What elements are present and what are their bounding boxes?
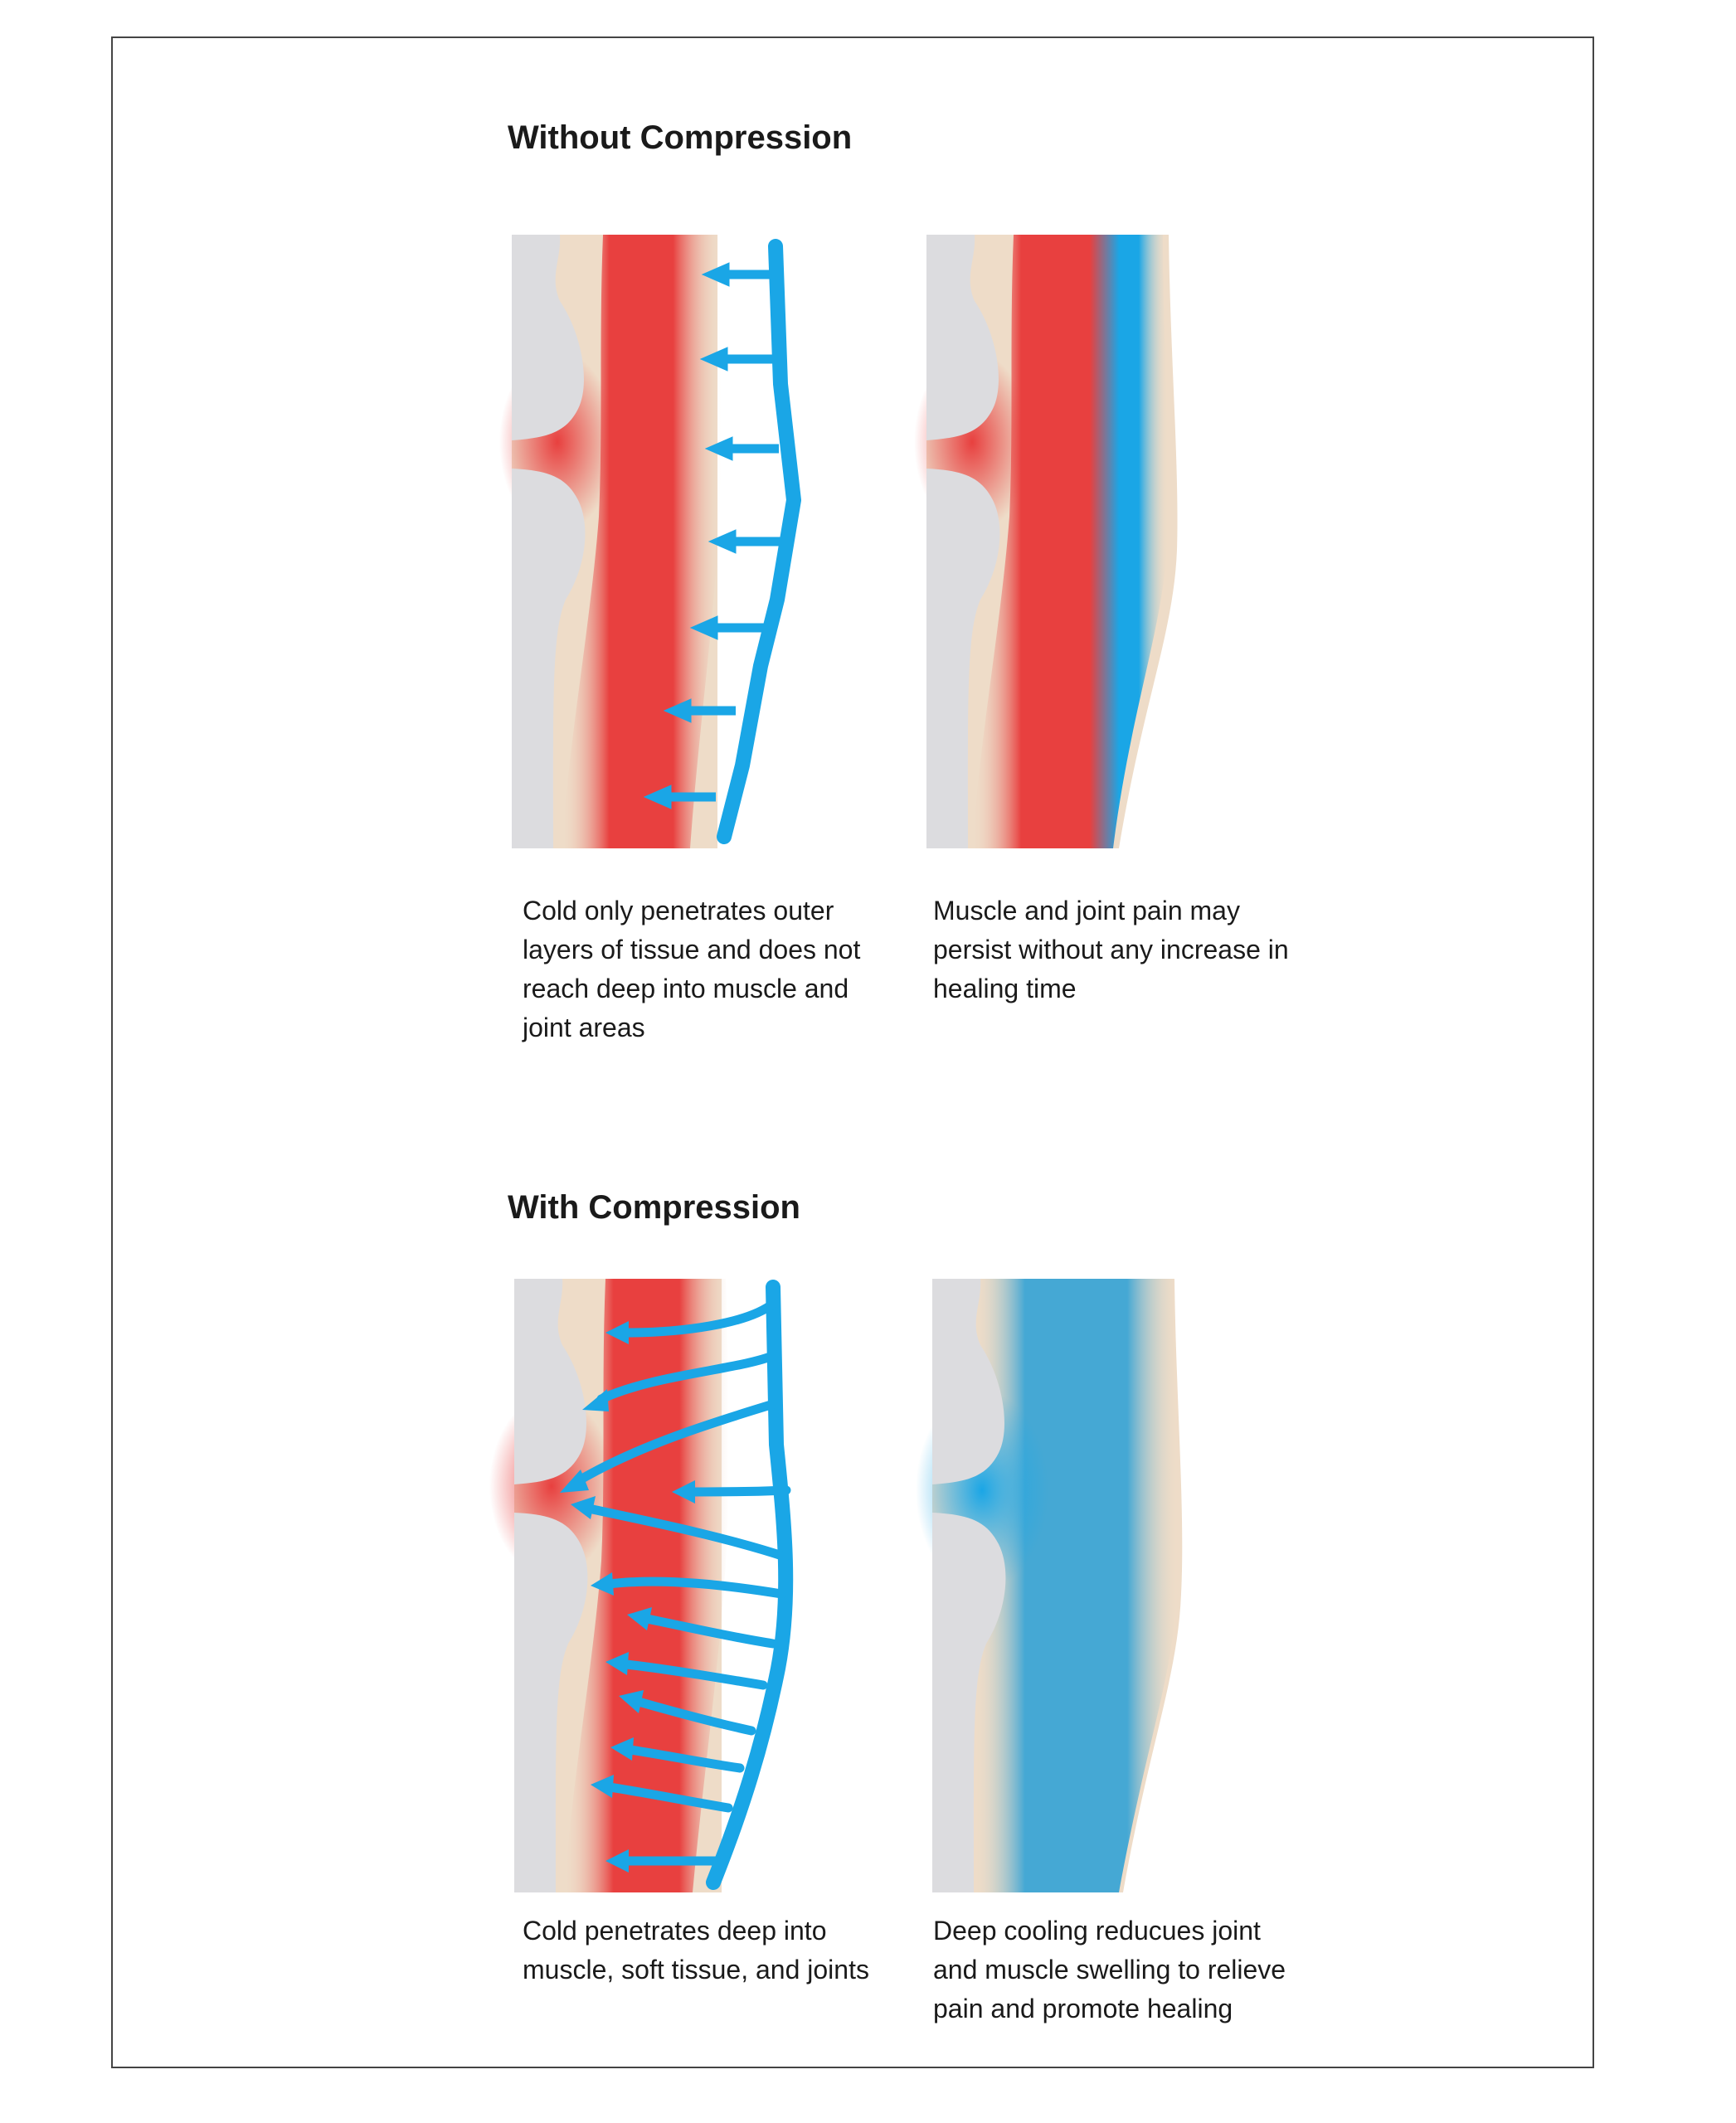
section-title-with-compression: With Compression [508,1189,800,1226]
panel-without-compression-result [926,235,1184,848]
caption-with-compression-result: Deep cooling reducues joint and muscle swelling to relieve pain and promote healing [933,1916,1286,2023]
panel-without-compression-cold-applied [512,235,769,848]
caption-without-compression-result: Muscle and joint pain may persist without any increase in healing time [933,896,1289,1003]
section-title-without-compression: Without Compression [508,119,853,156]
caption-with-compression-cold-applied: Cold penetrates deep into muscle, soft tissue, and joints [523,1916,869,1985]
figure-frame [111,36,1594,2068]
panel-with-compression-result [932,1279,1189,1892]
panel-with-compression-cold-applied [514,1279,771,1892]
caption-without-compression-cold-applied: Cold only penetrates outer layers of tissue and does not reach deep into muscle and joint areas [523,896,861,1042]
